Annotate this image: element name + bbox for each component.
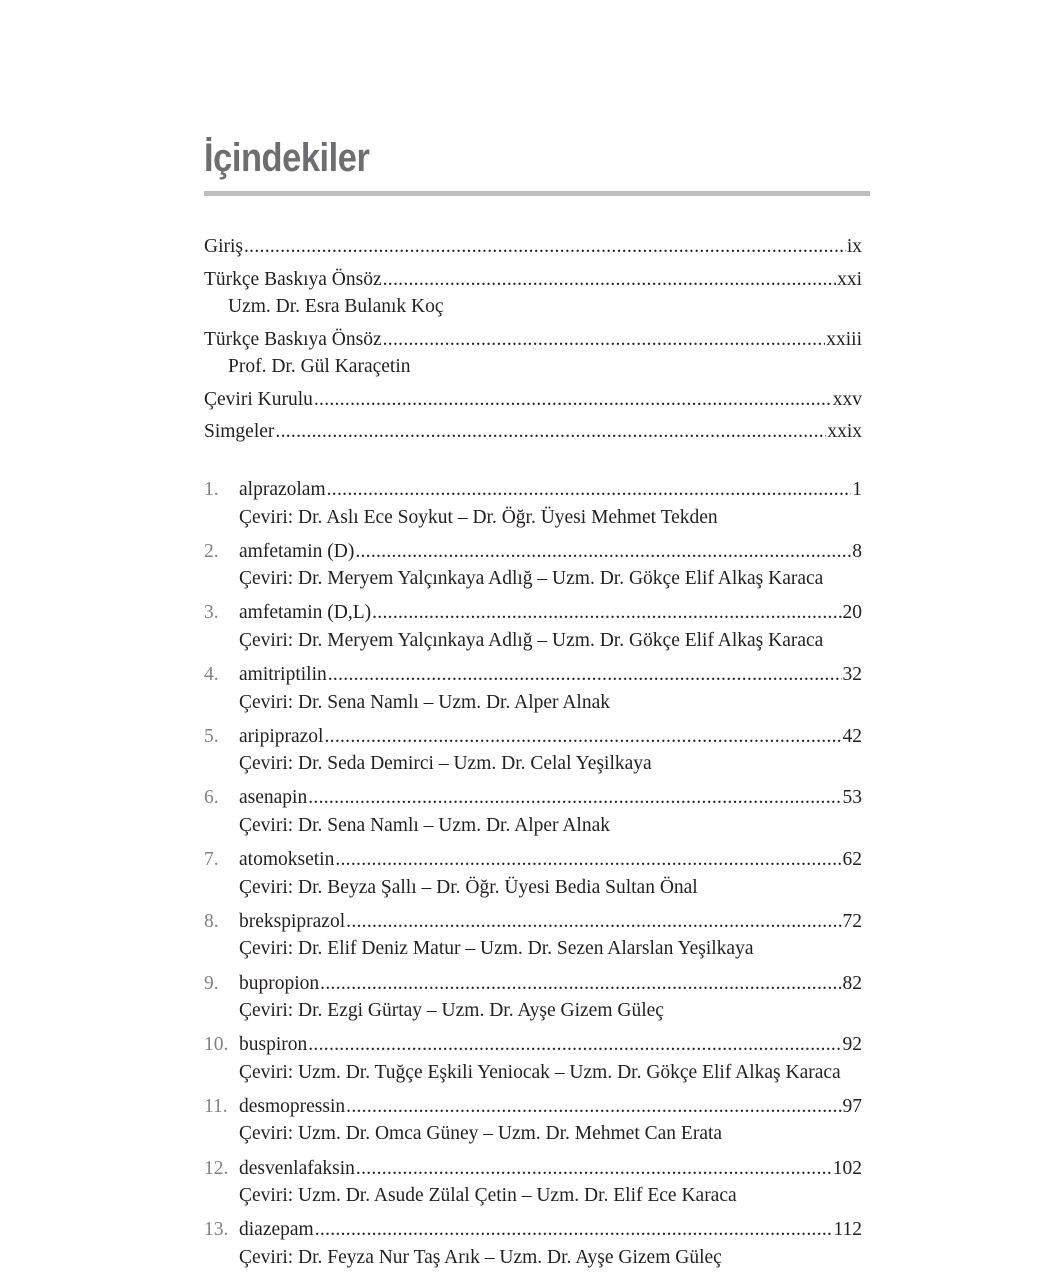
toc-entry-line bbox=[204, 233, 862, 261]
chapter-page-number: 62 bbox=[842, 849, 862, 871]
chapter-translators: Çeviri: Dr. Sena Namlı – Uzm. Dr. Alper Alnak bbox=[239, 691, 610, 713]
toc-entry-line bbox=[204, 418, 862, 446]
toc-entry[interactable] bbox=[204, 233, 862, 261]
dot-leader bbox=[314, 386, 832, 414]
chapter-translators: Çeviri: Dr. Ezgi Gürtay – Uzm. Dr. Ayşe Gizem Güleç bbox=[239, 1000, 664, 1021]
dot-leader bbox=[328, 661, 842, 689]
toc-entry-author: Uzm. Dr. Esra Bulanık Koç bbox=[228, 296, 444, 317]
chapter-title: alprazolam bbox=[239, 479, 326, 500]
page-title: İçindekiler bbox=[204, 136, 370, 180]
toc-entry-author: Prof. Dr. Gül Karaçetin bbox=[228, 356, 411, 377]
dot-leader bbox=[315, 1216, 833, 1244]
toc-entry-line bbox=[204, 386, 862, 414]
chapter-translators: Çeviri: Uzm. Dr. Omca Güney – Uzm. Dr. Mehmet Can Erata bbox=[239, 1123, 723, 1145]
front-matter-list bbox=[204, 233, 862, 451]
chapter-entry[interactable] bbox=[204, 723, 862, 778]
chapter-title: desvenlafaksin bbox=[239, 1157, 355, 1179]
chapter-title: aripiprazol bbox=[239, 725, 324, 747]
chapter-title: brekspiprazol bbox=[239, 910, 346, 932]
chapter-number: 10. bbox=[204, 1034, 229, 1056]
chapter-entry[interactable] bbox=[204, 476, 862, 531]
chapter-entry[interactable] bbox=[204, 1031, 862, 1086]
chapter-page-number: 53 bbox=[842, 787, 862, 809]
toc-entry[interactable] bbox=[204, 386, 862, 414]
chapter-page-number: 42 bbox=[842, 725, 862, 747]
chapter-page-number: 112 bbox=[833, 1219, 862, 1241]
chapter-entry[interactable] bbox=[204, 1093, 862, 1148]
dot-leader bbox=[346, 1093, 841, 1121]
toc-entry-line bbox=[204, 326, 862, 354]
chapter-number: 3. bbox=[204, 602, 219, 624]
chapter-entry-line bbox=[204, 661, 862, 689]
toc-entry[interactable] bbox=[204, 266, 862, 321]
chapter-entry-line bbox=[204, 1216, 862, 1244]
dot-leader bbox=[372, 599, 841, 627]
chapter-page-number: 102 bbox=[832, 1157, 862, 1179]
chapter-translators: Çeviri: Dr. Meryem Yalçınkaya Adlığ – Uzm. Dr. Gökçe Elif Alkaş Karaca bbox=[239, 568, 824, 590]
chapter-entry-line bbox=[204, 538, 862, 566]
chapter-title: amfetamin (D,L) bbox=[239, 602, 372, 624]
chapter-number: 12. bbox=[204, 1157, 229, 1179]
chapter-title: amitriptilin bbox=[239, 664, 327, 686]
chapter-number: 13. bbox=[204, 1219, 229, 1241]
chapter-translators: Çeviri: Dr. Elif Deniz Matur – Uzm. Dr. Sezen Alarslan Yeşilkaya bbox=[239, 938, 754, 960]
dot-leader bbox=[308, 784, 841, 812]
chapter-entry[interactable] bbox=[204, 1155, 862, 1210]
chapter-entry-line bbox=[204, 723, 862, 751]
chapter-title: buspiron bbox=[239, 1034, 308, 1056]
chapter-title: diazepam bbox=[239, 1219, 314, 1241]
chapter-entry[interactable] bbox=[204, 784, 862, 839]
chapter-page-number: 97 bbox=[842, 1095, 862, 1117]
chapter-entry[interactable] bbox=[204, 661, 862, 716]
toc-page-number: xxi bbox=[837, 268, 862, 290]
toc-page-number: ix bbox=[846, 236, 862, 257]
chapter-number: 1. bbox=[204, 479, 219, 500]
chapter-translators: Çeviri: Uzm. Dr. Tuğçe Eşkili Yeniocak – Uzm. Dr. Gökçe Elif Alkaş Karaca bbox=[239, 1061, 841, 1083]
chapter-number: 6. bbox=[204, 787, 219, 809]
chapter-entry[interactable] bbox=[204, 599, 862, 654]
dot-leader bbox=[308, 1031, 841, 1059]
chapter-translators: Çeviri: Dr. Seda Demirci – Uzm. Dr. Celal Yeşilkaya bbox=[239, 753, 652, 775]
chapter-entry-line bbox=[204, 970, 862, 998]
chapter-number: 2. bbox=[204, 540, 219, 562]
dot-leader bbox=[355, 538, 851, 566]
toc-entry-title: Çeviri Kurulu bbox=[204, 388, 313, 410]
chapter-translators: Çeviri: Dr. Beyza Şallı – Dr. Öğr. Üyesi Bedia Sultan Önal bbox=[239, 876, 698, 898]
chapter-entry-line bbox=[204, 784, 862, 812]
toc-entry-title: Türkçe Baskıya Önsöz bbox=[204, 268, 382, 290]
chapter-title: amfetamin (D) bbox=[239, 540, 355, 562]
chapter-list bbox=[204, 476, 862, 1278]
chapter-translators: Çeviri: Dr. Feyza Nur Taş Arık – Uzm. Dr. Ayşe Gizem Güleç bbox=[239, 1246, 722, 1268]
chapter-page-number: 32 bbox=[842, 664, 862, 686]
dot-leader bbox=[244, 233, 846, 261]
dot-leader bbox=[335, 846, 841, 874]
chapter-entry-line bbox=[204, 599, 862, 627]
toc-entry-title: Simgeler bbox=[204, 421, 275, 442]
chapter-translators: Çeviri: Dr. Aslı Ece Soykut – Dr. Öğr. Üyesi Mehmet Tekden bbox=[239, 506, 718, 528]
dot-leader bbox=[356, 1155, 832, 1183]
chapter-number: 4. bbox=[204, 664, 219, 686]
chapter-title: bupropion bbox=[239, 972, 320, 994]
chapter-entry-line bbox=[204, 908, 862, 936]
chapter-page-number: 20 bbox=[842, 602, 862, 624]
chapter-translators: Çeviri: Dr. Meryem Yalçınkaya Adlığ – Uzm. Dr. Gökçe Elif Alkaş Karaca bbox=[239, 629, 824, 651]
chapter-number: 8. bbox=[204, 910, 219, 932]
toc-page-number: xxv bbox=[832, 388, 862, 410]
toc-entry-title: Giriş bbox=[204, 236, 243, 257]
chapter-page-number: 1 bbox=[852, 479, 862, 500]
chapter-entry[interactable] bbox=[204, 846, 862, 901]
chapter-title: asenapin bbox=[239, 787, 308, 809]
dot-leader bbox=[346, 908, 841, 936]
dot-leader bbox=[275, 418, 826, 446]
chapter-number: 11. bbox=[204, 1095, 228, 1117]
chapter-translators: Çeviri: Uzm. Dr. Asude Zülal Çetin – Uzm. Dr. Elif Ece Karaca bbox=[239, 1185, 737, 1207]
chapter-entry-line bbox=[204, 476, 862, 504]
chapter-page-number: 72 bbox=[842, 910, 862, 932]
dot-leader bbox=[324, 723, 841, 751]
dot-leader bbox=[320, 970, 841, 998]
dot-leader bbox=[327, 476, 852, 504]
dot-leader bbox=[383, 266, 836, 294]
chapter-entry[interactable] bbox=[204, 908, 862, 963]
chapter-entry[interactable] bbox=[204, 538, 862, 593]
chapter-title: atomoksetin bbox=[239, 849, 335, 871]
toc-page-number: xxiii bbox=[826, 328, 862, 350]
toc-entry-title: Türkçe Baskıya Önsöz bbox=[204, 328, 382, 350]
chapter-page-number: 8 bbox=[852, 540, 862, 562]
chapter-number: 9. bbox=[204, 972, 219, 994]
chapter-entry[interactable] bbox=[204, 970, 862, 1025]
chapter-entry-line bbox=[204, 846, 862, 874]
chapter-number: 7. bbox=[204, 849, 219, 871]
chapter-page-number: 92 bbox=[842, 1034, 862, 1056]
chapter-entry-line bbox=[204, 1093, 862, 1121]
chapter-entry-line bbox=[204, 1031, 862, 1059]
toc-page-number: xxix bbox=[827, 421, 862, 442]
dot-leader bbox=[383, 326, 826, 354]
toc-entry[interactable] bbox=[204, 418, 862, 446]
chapter-entry-line bbox=[204, 1155, 862, 1183]
chapter-entry[interactable] bbox=[204, 1216, 862, 1271]
title-rule bbox=[204, 191, 870, 196]
chapter-page-number: 82 bbox=[842, 972, 862, 994]
toc-entry-line bbox=[204, 266, 862, 294]
chapter-translators: Çeviri: Dr. Sena Namlı – Uzm. Dr. Alper Alnak bbox=[239, 814, 610, 836]
chapter-number: 5. bbox=[204, 725, 219, 747]
toc-entry[interactable] bbox=[204, 326, 862, 381]
chapter-title: desmopressin bbox=[239, 1095, 346, 1117]
